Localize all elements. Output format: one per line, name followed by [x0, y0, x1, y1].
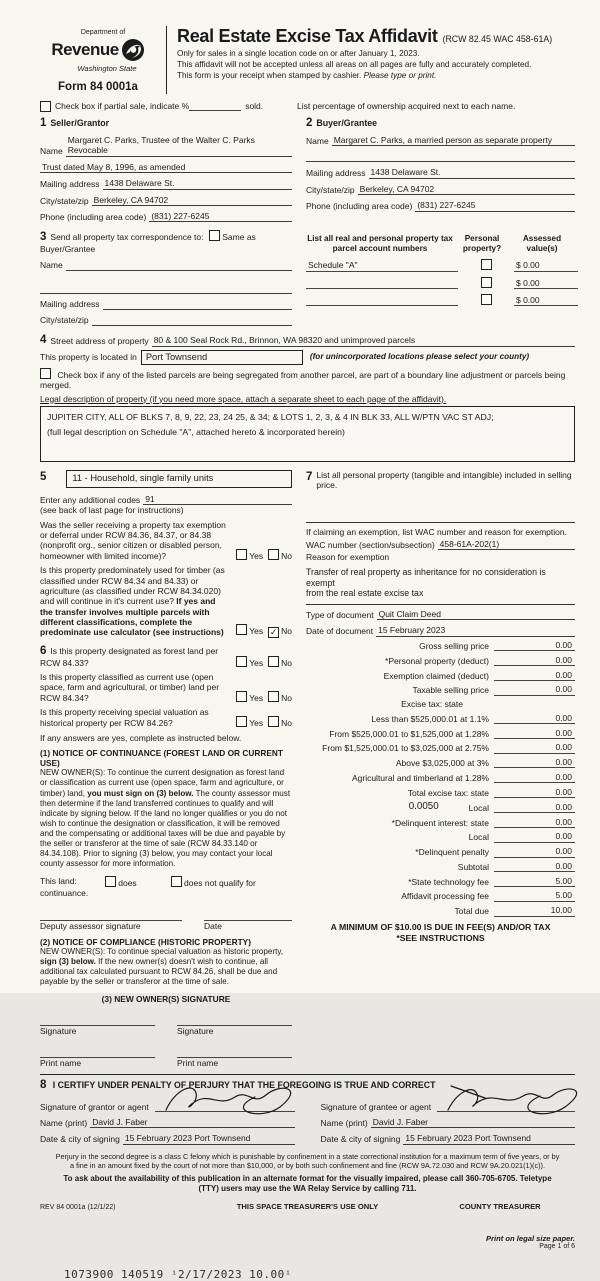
personal-property-checkbox[interactable] [481, 294, 492, 305]
grantor-print-name-field[interactable]: David J. Faber [90, 1117, 294, 1128]
this-land-label: This land: [40, 875, 77, 886]
assessed-value-field[interactable]: $ 0.00 [514, 278, 578, 289]
money-value-field[interactable]: 0.00 [494, 817, 575, 828]
seller-csz-field[interactable]: Berkeley, CA 94702 [92, 195, 292, 206]
section-3-correspondence: 3 Send all property tax correspondence to: Same as Buyer/Grantee Name Mailing address City/state/zip [40, 230, 292, 325]
money-value-field[interactable]: 0.00 [494, 684, 575, 695]
parcel-row [306, 259, 578, 271]
form-header [40, 26, 575, 94]
correspondence-label: Send all property tax correspondence to: [50, 232, 204, 243]
money-row: Exemption claimed (deduct) 0.00 [306, 670, 575, 681]
money-row: From $1,525,000.01 to $3,025,000 at 2.75% 0.00 [306, 742, 575, 753]
segregated-label: Check box if any of the listed parcels are being segregated from another parcel, are part of a boundary line adjustment or parcels being merged. [40, 369, 566, 391]
money-row: Total due 10.00 [306, 905, 575, 916]
deputy-assessor-signature-line[interactable] [40, 908, 182, 921]
if-yes-note: If any answers are yes, complete as instructed below. [40, 732, 242, 743]
parcel-number-field[interactable]: Schedule "A" [306, 260, 458, 271]
q1-no-checkbox[interactable] [268, 549, 279, 560]
new-owner-signature-title: (3) NEW OWNER(S) SIGNATURE [101, 994, 231, 1005]
forest-land-question: 6 Is this property designated as forest land per RCW 84.33? [40, 644, 219, 668]
form-number: Form 84 0001a [58, 81, 138, 94]
same-as-buyer-label: Same as Buyer/Grantee [40, 232, 256, 255]
document-date-field[interactable]: 15 February 2023 [376, 625, 575, 636]
money-row: Subtotal 0.00 [306, 861, 575, 872]
seller-name-field[interactable]: Margaret C. Parks, Trustee of the Walter C. Parks Revocable [66, 135, 292, 157]
partial-sale-checkbox[interactable] [40, 101, 51, 112]
money-value-field[interactable]: 0.00 [494, 846, 575, 857]
exemption-note: If claiming an exemption, list WAC number and reason for exemption. [306, 526, 567, 537]
q2-yes-checkbox[interactable] [236, 624, 247, 635]
personal-property-list-label: List all personal property (tangible and intangible) included in selling price. [316, 470, 572, 491]
q4-yes-checkbox[interactable] [236, 691, 247, 702]
revenue-wordmark: Revenue [51, 40, 119, 60]
money-value-field[interactable]: 0.00 [494, 713, 575, 724]
segregated-checkbox[interactable] [40, 368, 51, 379]
correspondence-address-field[interactable] [103, 299, 292, 310]
street-address-field[interactable]: 80 & 100 Seal Rock Rd., Brinnon, WA 98320 and unimproved parcels [152, 335, 575, 346]
q1-yes-checkbox[interactable] [236, 549, 247, 560]
money-row: Taxable selling price 0.00 [306, 684, 575, 695]
money-value-field[interactable]: 0.00 [494, 640, 575, 651]
rcw-reference: (RCW 82.45 WAC 458-61A) [442, 34, 553, 44]
money-row: Agricultural and timberland at 1.28% 0.00 [306, 772, 575, 783]
parcel-number-field[interactable] [306, 278, 458, 289]
money-value-field[interactable]: 0.00 [494, 655, 575, 666]
dor-swirl-icon [121, 38, 145, 64]
land-does-checkbox[interactable] [105, 876, 116, 887]
exemption-reason-field[interactable]: Transfer of real property as inheritance for no consideration is exempt from the real estate excise tax [306, 566, 546, 599]
local-tax-field[interactable]: 0.00 [494, 802, 575, 813]
money-row: *Personal property (deduct) 0.00 [306, 655, 575, 666]
money-row: *Delinquent penalty 0.00 [306, 846, 575, 857]
dept-of-label: Department of [80, 29, 126, 36]
q2-no-checkbox-checked[interactable]: ✓ [269, 626, 278, 637]
parcel-table: List all real and personal property tax parcel account numbers Personal property? Assessed value(s) Schedule "A" $ 0.00 $ 0.00 $ 0.00 [306, 230, 578, 325]
money-row: *State technology fee 5.00 [306, 876, 575, 887]
excise-rows [306, 713, 575, 798]
form-title: Real Estate Excise Tax Affidavit [177, 26, 438, 46]
grantee-signature-line[interactable] [437, 1098, 575, 1112]
personal-property-checkbox[interactable] [481, 259, 492, 270]
location-select[interactable]: Port Townsend [141, 350, 303, 365]
q5-no-checkbox[interactable] [268, 716, 279, 727]
q4-no-checkbox[interactable] [268, 691, 279, 702]
money-value-field[interactable]: 0.00 [494, 728, 575, 739]
treasurer-use-label: THIS SPACE TREASURER'S USE ONLY [236, 1201, 379, 1211]
header-note-2: This affidavit will not be accepted unless all areas on all pages are fully and accurately completed. [177, 59, 532, 69]
historical-question: Is this property receiving special valuation as historical property per RCW 84.26? [40, 707, 209, 728]
footer-row [40, 1202, 575, 1213]
section-1-seller: 1 Seller/Grantor Name Margaret C. Parks, Trustee of the Walter C. Parks Revocable Trust dated May 8, 1996, as amended Mailing address 1438 Delaware St. City/state/zip Berkeley, CA 94702 Phone (including area code) (831) 227-6245 [40, 116, 292, 222]
section-4-property: 4 Street address of property 80 & 100 Seal Rock Rd., Brinnon, WA 98320 and unimproved parcels This property is located in Port Townsend (for unincorporated locations please select your county) Check box if any of the listed parcels are being segregated from another parcel, are part of a boundary line adjustment or parcels being merged. Legal description of property (if you need more space, attach a separate sheet to each page of the affidavit). JUPITER CITY, ALL OF BLKS 7, 8, 9, 22, 23, 24 25, & 34; & LOTS 1, 2, 3, & 4 IN BLK 33, ALL W/PTN VAC ST ADJ; (full legal description on Schedule "A", attached hereto & incorporated herein) [40, 333, 575, 462]
parcel-row [306, 294, 578, 306]
document-type-field[interactable]: Quit Claim Deed [377, 609, 575, 620]
seller-phone-field[interactable]: (831) 227-6245 [149, 211, 292, 222]
reason-for-exemption-label: Reason for exemption [306, 552, 390, 563]
money-row: Local 0.00 [306, 831, 575, 842]
header-note-1: Only for sales in a single location code on or after January 1, 2023. [177, 48, 420, 58]
personal-property-list-field[interactable] [306, 491, 575, 519]
buyer-address-field[interactable]: 1438 Delaware St. [369, 167, 575, 178]
land-does-not-checkbox[interactable] [171, 876, 182, 887]
left-column: 5 11 - Household, single family units Enter any additional codes 91 (see back of last page for instructions) Was the seller receiving a property tax exemption or deferral under RCW 84.36, 84.37, or 84.38 (nonprofit org., senior citizen or disabled person, homeowner with limited income)? Yes No Is this property predominately used for timber (as classified under RCW 84.34 and 84.33) or agriculture (as classified under RCW 84.34.020) and will continue in it's current use? If yes and the transfer involves multiple parcels with different classifications, complete the predominate use calculator (see instructions) Yes ✓ No 6 Is this property designated as forest land per RCW 84.33? Yes No Is this property classified as current use (open space, farm and agricultural, or timber) land per RCW 84.34? Yes No Is this property receiving special valuation as historical property per RCW 84.26? Yes No If any answers are yes, complete as instructed below. (1) NOTICE OF CONTINUANCE (FOREST LAND OR CURRENT USE) NEW OWNER(S): To continue the current designation as forest land or classification as current use (open space, farm and agriculture, or timber) land, you must sign on (3) below. The county assessor must then determine if the land transferred continues to qualify and will indicate by signing below. If the land no longer qualifies or you do not wish to continue the designation or classification, it will be removed and the compensating or additional taxes will be due and payable by the seller or transferor at the time of sale (RCW 84.33.140 or 84.34.108). Prior to signing (3) below, you may contact your local county assessor for more information. This land: does does not qualify for continuance. Deputy assessor signature Date (2) NOTICE OF COMPLIANCE (HISTORIC PROPERTY) NEW OWNER(S): To continue special valuation as historic property, sign (3) below. If the new owner(s) doesn't wish to continue, all additional tax calculated pursuant to RCW 84.26, shall be due and payable by the seller or transferor at the time of sale. (3) NEW OWNER(S) SIGNATURE Signature Signature Print name Print name [40, 471, 292, 1068]
money-value-field[interactable]: 5.00 [494, 876, 575, 887]
see-back-note: (see back of last page for instructions) [40, 505, 184, 516]
buyer-phone-field[interactable]: (831) 227-6245 [415, 200, 575, 211]
local-rate-value: 0.0050 [408, 801, 439, 813]
money-value-field[interactable]: 0.00 [494, 861, 575, 872]
washington-state-label: Washington State [77, 63, 137, 73]
county-treasurer-label: COUNTY TREASURER [459, 1201, 541, 1211]
owner-print-name-line-2[interactable] [177, 1045, 292, 1058]
money-value-field[interactable]: 0.00 [494, 742, 575, 753]
money-row: *Delinquent interest: state 0.00 [306, 817, 575, 828]
buyer-csz-field[interactable]: Berkeley, CA 94702 [358, 184, 575, 195]
assessed-value-field[interactable]: $ 0.00 [514, 295, 578, 306]
buyer-name-field[interactable]: Margaret C. Parks, a married person as separate property [332, 135, 575, 146]
owner-signature-line-2[interactable] [177, 1013, 292, 1026]
additional-codes-field[interactable]: 91 [143, 494, 292, 505]
current-use-question: Is this property classified as current use (open space, farm and agricultural, or timber) land per RCW 84.34? [40, 672, 220, 703]
money-value-field[interactable]: 10.00 [494, 905, 575, 916]
certify-statement: I CERTIFY UNDER PENALTY OF PERJURY THAT THE FOREGOING IS TRUE AND CORRECT [52, 1080, 436, 1091]
money-row: Total excise tax: state 0.00 [306, 787, 575, 798]
continuance-label: continuance. [40, 888, 89, 899]
deputy-date-line[interactable] [204, 908, 292, 921]
q3-yes-checkbox[interactable] [236, 656, 247, 667]
print-on-legal-note: Print on legal size paper. [485, 1234, 575, 1244]
dor-logo [40, 26, 156, 94]
parcel-rows [306, 259, 578, 306]
owner-signature-line-1[interactable] [40, 1013, 155, 1026]
notice-continuance-title: (1) NOTICE OF CONTINUANCE (FOREST LAND OR CURRENT USE) [40, 748, 283, 769]
price-rows [306, 640, 575, 696]
section-2-buyer: 2 Buyer/Grantee Name Margaret C. Parks, a married person as separate property Mailing address 1438 Delaware St. City/state/zip Berkeley, CA 94702 Phone (including area code) (831) 227-6245 [306, 116, 575, 222]
sold-label: sold. [245, 101, 264, 112]
legal-description-label: Legal description of property (if you need more space, attach a separate sheet to each page of the affidavit). [40, 393, 447, 404]
seller-address-field[interactable]: 1438 Delaware St. [103, 178, 292, 189]
buyer-grantee-title: Buyer/Grantee [316, 118, 378, 129]
money-row: Affidavit processing fee 5.00 [306, 890, 575, 901]
wac-number-field[interactable]: 458-61A-202(1) [438, 539, 575, 550]
legal-description-field[interactable]: JUPITER CITY, ALL OF BLKS 7, 8, 9, 22, 23, 24 25, & 34; & LOTS 1, 2, 3, & 4 IN BLK 33, ALL W/PTN VAC ST ADJ; (full legal description on Schedule "A", attached hereto & incorporated herein) [40, 406, 575, 462]
money-row: Gross selling price 0.00 [306, 640, 575, 651]
minimum-due-note: A MINIMUM OF $10.00 IS DUE IN FEE(S) AND/OR TAX *SEE INSTRUCTIONS [330, 921, 551, 943]
notice-continuance-body: NEW OWNER(S): To continue the current designation as forest land or classification as current use (open space, farm and agriculture, or timber) land, you must sign on (3) below. The county assessor must then determine if the land transferred continues to qualify and will indicate by signing below. If the land no longer qualifies or you do not wish to continue the designation or classification, it will be removed and the compensating or additional taxes will be due and payable by the seller or transferor at the time of sale (RCW 84.33.140 or 84.34.108). Prior to signing (3) below, you may contact your local county assessor for more information. [40, 768, 291, 868]
money-value-field[interactable]: 0.00 [494, 670, 575, 681]
seller-grantor-title: Seller/Grantor [50, 118, 110, 129]
parcel-row [306, 277, 578, 289]
correspondence-name-field[interactable] [66, 260, 292, 271]
perjury-statement: Perjury in the second degree is a class C felony which is punishable by confinement in a state correctional institution for a maximum term of five years, or by a fine in an amount fixed by the court of not more than $10,000, or by both such confinement and fine (RCW 9A.72.030 and RCW 9A.20.021(1)(c)). [55, 1151, 560, 1171]
buyer-name-field-line2[interactable] [306, 151, 575, 162]
correspondence-csz-field[interactable] [92, 315, 292, 326]
money-value-field[interactable]: 5.00 [494, 890, 575, 901]
header-note-3: This form is your receipt when stamped by cashier. Please type or print. [177, 70, 437, 80]
right-column: 7 List all personal property (tangible and intangible) included in selling price. If claiming an exemption, list WAC number and reason for exemption. WAC number (section/subsection) 458-61A-202(1) Reason for exemption Transfer of real property as inheritance for no consideration is exempt from the real estate excise tax Type of document Quit Claim Deed Date of document 15 February 2023 Gross selling price 0.00 *Personal property (deduct) 0.00 Exemption claimed (deduct) 0.00 Taxable selling price 0.00 Excise tax: state Less than $525,000.01 at 1.1% 0.00 From $525,000.01 to $1,525,000 at 1.28% 0.00 From $1,525,000.01 to $3,025,000 at 2.75% 0.00 Above $3,025,000 at 3% 0.00 Agricultural and timberland at 1.28% 0.00 Total excise tax: state 0.00 0.0050 Local 0.00 *Delinquent interest: state 0.00 Local 0.00 *Delinquent penalty 0.00 Subtotal 0.00 *State technology fee 5.00 Affidavit processing fee 5.00 Total due 10.00 A MINIMUM OF $10.00 IS DUE IN FEE(S) AND/OR TAX *SEE INSTRUCTIONS [306, 470, 575, 1068]
fee-rows [306, 817, 575, 917]
money-row: Less than $525,000.01 at 1.1% 0.00 [306, 713, 575, 724]
money-value-field[interactable]: 0.00 [494, 831, 575, 842]
personal-property-checkbox[interactable] [481, 277, 492, 288]
land-use-code-select[interactable]: 11 - Household, single family units [66, 470, 292, 488]
located-in-label: This property is located in [40, 352, 137, 363]
notice-compliance-title: (2) NOTICE OF COMPLIANCE (HISTORIC PROPERTY) [40, 936, 251, 947]
page-number: Page 1 of 6 [539, 1243, 575, 1251]
exemption-deferral-question: Was the seller receiving a property tax exemption or deferral under RCW 84.36, 84.37, or 84.38 (nonprofit org., senior citizen or disabled person, homeowner with limited income)? [40, 519, 226, 561]
title-block [166, 26, 575, 94]
grantor-signature-line[interactable] [155, 1098, 295, 1112]
correspondence-name-field-line2[interactable] [40, 283, 292, 294]
excise-tax-state-header: Excise tax: state [401, 699, 463, 710]
section-8-certification: 8 I CERTIFY UNDER PENALTY OF PERJURY THAT THE FOREGOING IS TRUE AND CORRECT Signature of grantor or agent Name (print) David J. Faber Date & city of signing 15 February 2023 Port Townsend Signature of grantee or agent Name (print) David J. Faber Date & city of signing 15 February 2023 Port Townsend [40, 1074, 575, 1145]
money-row: Above $3,025,000 at 3% 0.00 [306, 757, 575, 768]
owner-print-name-line-1[interactable] [40, 1045, 155, 1058]
seller-name-field-line2[interactable]: Trust dated May 8, 1996, as amended [40, 162, 292, 173]
unincorporated-note: (for unincorporated locations please select your county) [309, 352, 530, 362]
ownership-percent-note: List percentage of ownership acquired next to each name. [297, 101, 516, 112]
parcel-number-field[interactable] [306, 295, 458, 306]
money-value-field[interactable]: 0.00 [494, 772, 575, 783]
grantee-print-name-field[interactable]: David J. Faber [371, 1117, 575, 1128]
grantee-date-city-field[interactable]: 15 February 2023 Port Townsend [403, 1133, 575, 1144]
cashier-validation-stamp: 1073900 140519 ⁱ2/17/2023 10.00ⁱ [64, 1267, 292, 1281]
q3-no-checkbox[interactable] [268, 656, 279, 667]
notice-compliance-body: NEW OWNER(S): To continue special valuation as historic property, sign (3) below. If the new owner(s) doesn't wish to continue, all additional tax calculated pursuant to RCW 84.26, shall be due and payable by the seller or transferor at the time of sale. [40, 946, 284, 987]
partial-sale-label: Check box if partial sale, indicate % [55, 101, 190, 112]
rev-number: REV 84 0001a (12/1/22) [40, 1203, 116, 1211]
alternate-format-note: To ask about the availability of this publication in an alternate format for the visually impaired, please call 360-705-6705. Teletype (TTY) users may use the WA Relay Service by calling 711. [63, 1173, 552, 1194]
q5-yes-checkbox[interactable] [236, 716, 247, 727]
same-as-buyer-checkbox[interactable] [209, 230, 220, 241]
partial-sale-percent-field[interactable] [189, 101, 241, 111]
grantor-date-city-field[interactable]: 15 February 2023 Port Townsend [123, 1133, 295, 1144]
money-row: From $525,000.01 to $1,525,000 at 1.28% 0.00 [306, 728, 575, 739]
assessed-value-field[interactable]: $ 0.00 [514, 260, 578, 271]
money-value-field[interactable]: 0.00 [494, 757, 575, 768]
timber-question: Is this property predominately used for timber (as classified under RCW 84.34 and 84.33) or agriculture (as classified under RCW 84.34.020) and will continue in it's current use? If yes and the transfer involves multiple parcels with different classifications, complete the predominate use calculator (see instructions) [40, 565, 225, 638]
money-value-field[interactable]: 0.00 [494, 787, 575, 798]
